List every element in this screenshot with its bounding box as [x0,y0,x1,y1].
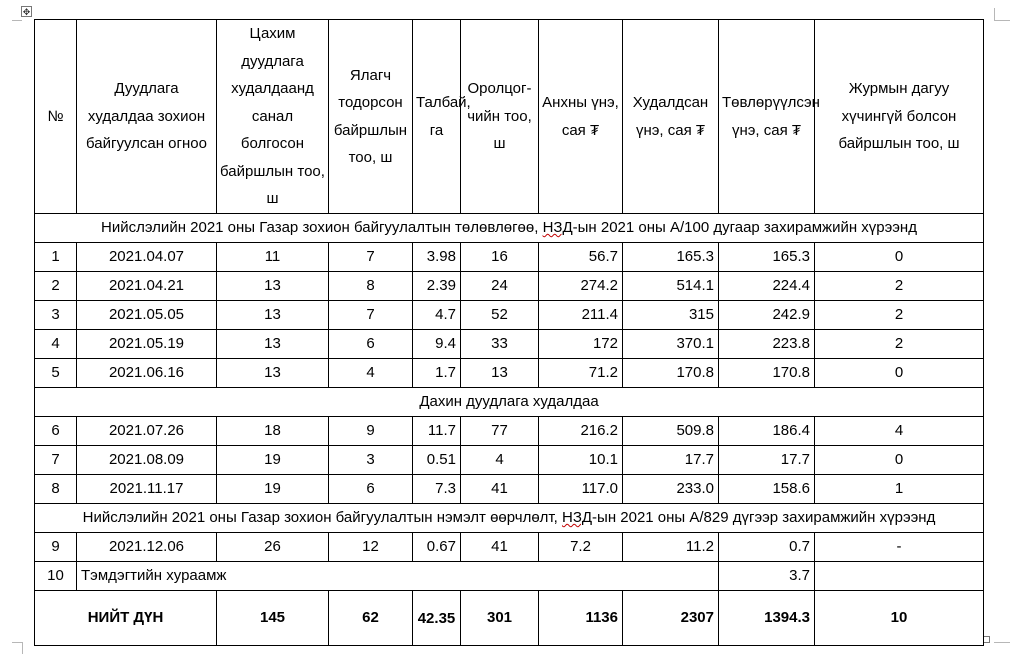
crop-mark-top-right-horizontal [994,20,1010,21]
cell-initial-price: 172 [539,330,623,359]
cell-collected: 242.9 [719,301,815,330]
cell-winners: 3 [329,446,413,475]
header-winner-locations: Ялагч тодорсон байршлын тоо, ш [329,20,413,214]
cell-sold-price: 165.3 [623,243,719,272]
cell-cancelled: 1 [815,475,984,504]
cell-date: 2021.04.07 [77,243,217,272]
table-row [35,272,984,301]
cell-area: 2.39 [413,272,461,301]
cell-number: 10 [35,562,77,591]
cell-sold-price: 509.8 [623,417,719,446]
header-auction-date: Дуудлага худалдаа зохион байгуулсан огноо [77,20,217,214]
cell-cancelled: 2 [815,330,984,359]
cell-initial-price: 216.2 [539,417,623,446]
table-move-handle-icon[interactable]: ✥ [22,7,31,17]
cell-number: 5 [35,359,77,388]
cell-cancelled: 0 [815,359,984,388]
crop-mark-bottom-left [12,642,22,643]
total-row [35,591,984,646]
cell-area: 4.7 [413,301,461,330]
cell-collected: 223.8 [719,330,815,359]
cell-area: 0.67 [413,533,461,562]
cell-initial-price: 71.2 [539,359,623,388]
cell-participants: 24 [461,272,539,301]
section-heading-1 [35,214,984,243]
cell-number: 6 [35,417,77,446]
cell-initial-price: 56.7 [539,243,623,272]
cell-offered: 26 [217,533,329,562]
table-resize-handle[interactable] [983,636,990,643]
fee-row [35,562,984,591]
cell-date: 2021.11.17 [77,475,217,504]
cell-winners: 4 [329,359,413,388]
section-heading-row [35,388,984,417]
cell-area: 0.51 [413,446,461,475]
cell-area: 11.7 [413,417,461,446]
table-row [35,533,984,562]
header-sold-price: Худалдсан үнэ, сая ₮ [623,20,719,214]
cell-collected: 158.6 [719,475,815,504]
crop-mark-top-left [12,20,22,21]
cell-date: 2021.05.19 [77,330,217,359]
cell-collected: 224.4 [719,272,815,301]
cell-participants: 33 [461,330,539,359]
header-initial-price: Анхны үнэ, сая ₮ [539,20,623,214]
table-row [35,301,984,330]
total-sold-price: 2307 [623,591,719,646]
crop-mark-bottom-left-vertical [22,642,23,654]
total-collected: 1394.3 [719,591,815,646]
cell-sold-price: 170.8 [623,359,719,388]
cell-offered: 13 [217,359,329,388]
cell-participants: 77 [461,417,539,446]
cell-date: 2021.08.09 [77,446,217,475]
cell-date: 2021.05.05 [77,301,217,330]
cell-date: 2021.06.16 [77,359,217,388]
cell-sold-price: 17.7 [623,446,719,475]
cell-initial-price: 10.1 [539,446,623,475]
cell-participants: 13 [461,359,539,388]
cell-area: 9.4 [413,330,461,359]
cell-offered: 19 [217,475,329,504]
cell-area: 3.98 [413,243,461,272]
total-participants: 301 [461,591,539,646]
total-winners: 62 [329,591,413,646]
cell-cancelled: 0 [815,446,984,475]
cell-sold-price: 233.0 [623,475,719,504]
section-heading-1-suffix: -ын 2021 оны А/100 дугаар захирамжийн хүрээнд [572,219,917,236]
fee-label: Тэмдэгтийн хураамж [77,562,719,591]
section-heading-1-prefix: Нийслэлийн 2021 оны Газар зохион байгуулалтын төлөвлөгөө, [101,219,543,236]
cell-sold-price: 370.1 [623,330,719,359]
cell-collected: 0.7 [719,533,815,562]
total-initial-price: 1136 [539,591,623,646]
crop-mark-top-right [994,8,995,20]
cell-winners: 8 [329,272,413,301]
cell-winners: 12 [329,533,413,562]
cell-date: 2021.07.26 [77,417,217,446]
header-participants: Оролцог-чийн тоо, ш [461,20,539,214]
header-number: № [35,20,77,214]
fee-value: 3.7 [719,562,815,591]
section-heading-2: Дахин дуудлага худалдаа [35,388,984,417]
cell-collected: 170.8 [719,359,815,388]
cell-participants: 41 [461,533,539,562]
section-heading-3-marked: НЗД [561,509,593,526]
cell-initial-price: 274.2 [539,272,623,301]
cell-cancelled: 0 [815,243,984,272]
cell-sold-price: 315 [623,301,719,330]
cell-initial-price: 211.4 [539,301,623,330]
crop-mark-bottom-right [994,642,1010,643]
cell-collected: 186.4 [719,417,815,446]
auction-results-table [34,19,984,646]
cell-cancelled: 2 [815,301,984,330]
cell-cancelled: 4 [815,417,984,446]
total-offered: 145 [217,591,329,646]
cell-offered: 13 [217,301,329,330]
cell-number: 2 [35,272,77,301]
cell-date: 2021.12.06 [77,533,217,562]
cell-winners: 6 [329,475,413,504]
cell-participants: 16 [461,243,539,272]
cell-number: 8 [35,475,77,504]
table-row [35,475,984,504]
cell-number: 7 [35,446,77,475]
cell-offered: 19 [217,446,329,475]
total-label: НИЙТ ДҮН [35,591,217,646]
section-heading-row [35,504,984,533]
table-row [35,330,984,359]
cell-participants: 4 [461,446,539,475]
section-heading-row [35,214,984,243]
section-heading-3-suffix: -ын 2021 оны А/829 дүгээр захирамжийн хүрээнд [592,509,936,526]
cell-sold-price: 11.2 [623,533,719,562]
cell-offered: 13 [217,330,329,359]
total-area: 42.35 [413,591,461,646]
cell-initial-price: 117.0 [539,475,623,504]
cell-winners: 7 [329,301,413,330]
cell-number: 3 [35,301,77,330]
table-row [35,243,984,272]
header-offered-locations: Цахим дуудлага худалдаанд санал болгосон байршлын тоо, ш [217,20,329,214]
fee-empty-cell [815,562,984,591]
cell-initial-price: 7.2 [539,533,623,562]
cell-cancelled: 2 [815,272,984,301]
cell-participants: 41 [461,475,539,504]
section-heading-3 [35,504,984,533]
header-area: Талбай, га [413,20,461,214]
cell-cancelled: - [815,533,984,562]
cell-offered: 11 [217,243,329,272]
total-cancelled: 10 [815,591,984,646]
table-row [35,359,984,388]
cell-winners: 6 [329,330,413,359]
table-row [35,446,984,475]
cell-participants: 52 [461,301,539,330]
cell-collected: 165.3 [719,243,815,272]
cell-offered: 18 [217,417,329,446]
header-cancelled-locations: Журмын дагуу хүчингүй болсон байршлын тоо, ш [815,20,984,214]
cell-winners: 9 [329,417,413,446]
table-header-row [35,20,984,214]
section-heading-1-marked: НЗД [542,219,573,236]
header-collected-price: Төвлөрүүлсэн үнэ, сая ₮ [719,20,815,214]
cell-area: 1.7 [413,359,461,388]
section-heading-3-prefix: Нийслэлийн 2021 оны Газар зохион байгуулалтын нэмэлт өөрчлөлт, [82,509,562,526]
table-row [35,417,984,446]
cell-number: 1 [35,243,77,272]
cell-number: 9 [35,533,77,562]
cell-offered: 13 [217,272,329,301]
cell-number: 4 [35,330,77,359]
cell-date: 2021.04.21 [77,272,217,301]
cell-winners: 7 [329,243,413,272]
cell-area: 7.3 [413,475,461,504]
cell-collected: 17.7 [719,446,815,475]
cell-sold-price: 514.1 [623,272,719,301]
